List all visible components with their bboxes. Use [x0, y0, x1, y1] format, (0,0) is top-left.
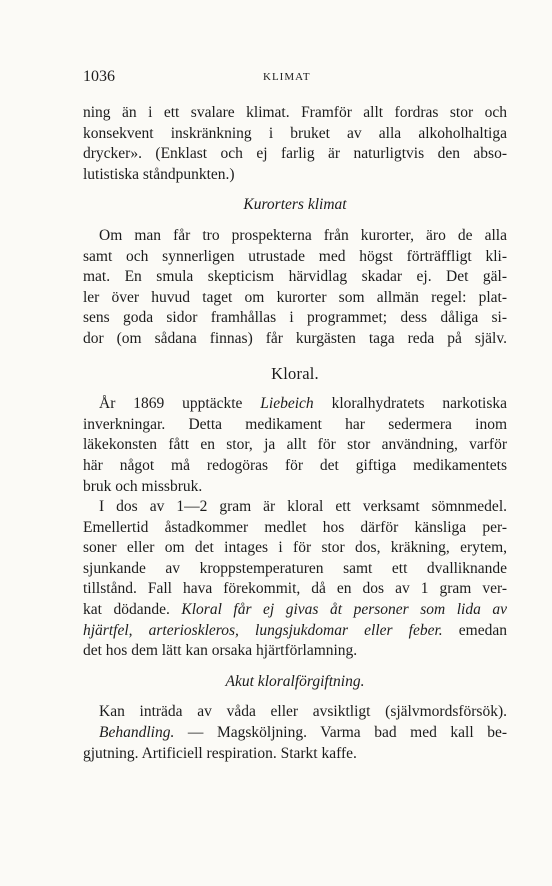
text-line [83, 600, 507, 621]
text-fragment: emedan [458, 621, 507, 639]
text-line [83, 723, 507, 744]
text-line: inverkningar. Detta medikament har sedermera inom [83, 415, 507, 433]
text-line [83, 621, 507, 642]
text-fragment-italic: Behandling. [99, 724, 175, 742]
text-line: konsekvent inskränkning i bruket av alla alkoholhaltiga [83, 124, 507, 142]
text-line: ler över huvud taget om kurorter som allmän regel: plat- [83, 288, 507, 306]
text-line: sens goda sidor framhållas i programmet; dess dåliga si- [83, 309, 507, 327]
page-number: 1036 [83, 68, 115, 85]
page-body [83, 103, 507, 764]
text-line: lutistiska ståndpunkten.) [83, 165, 235, 183]
text-line: Kan inträda av våda eller avsiktligt (självmordsförsök). [99, 703, 507, 721]
section-heading-kloral: Kloral. [271, 363, 319, 383]
text-line: soner eller om det intages i för stor dos, kräkning, erytem, [83, 539, 507, 557]
text-line: här något må redogöras för det giftiga medikamentets [83, 456, 507, 474]
text-line: bruk och missbruk. [83, 477, 203, 495]
text-fragment-italic: Kloral får ej givas åt personer som lida av [181, 601, 507, 619]
text-fragment: År 1869 upptäckte Liebeich kloralhydratets narkotiska [99, 395, 507, 413]
text-line [83, 394, 507, 415]
section-heading-kurorters-klimat: Kurorters klimat [243, 196, 347, 214]
text-fragment-italic: hjärtfel, arterioskleros, lungsjukdomar eller feber. [83, 621, 443, 639]
text-line: det hos dem lätt kan orsaka hjärtförlamning. [83, 642, 358, 660]
text-line: Emellertid åstadkommer medlet hos därför känsliga per- [83, 518, 507, 536]
text-line: mat. En smula skepticism härvidlag skadar ej. Det gäl- [83, 268, 507, 286]
text-line: dor (om sådana finnas) får kurgästen taga reda på själv. [83, 329, 507, 347]
text-line: samt och synnerligen utrustade med högst förträffligt kli- [83, 247, 507, 265]
text-line: I dos av 1—2 gram är kloral ett verksamt sömnmedel. [99, 498, 507, 516]
text-line: Om man får tro prospekterna från kurorter, äro de alla [99, 226, 507, 244]
page-header [83, 68, 513, 88]
text-fragment: — Magsköljning. Varma bad med kall be- [187, 724, 508, 742]
author-name: Liebeich [260, 395, 314, 413]
section-heading-akut-kloralforgiftning: Akut kloralförgiftning. [225, 672, 365, 690]
text-line: drycker». (Enklast och ej farlig är naturligtvis den abso- [83, 145, 507, 163]
text-line: sjunkande av kroppstemperaturen samt ett dvalliknande [83, 559, 507, 577]
text-line: läkekonsten fått en stor, ja allt för stor användning, varför [83, 436, 507, 454]
text-line: gjutning. Artificiell respiration. Starkt kaffe. [83, 744, 357, 762]
text-line: tillstånd. Fall hava förekommit, då en dos av 1 gram ver- [83, 580, 507, 598]
running-head: KLIMAT [263, 71, 311, 83]
text-fragment: kat dödande. [83, 601, 170, 619]
text-line: ning än i ett svalare klimat. Framför allt fordras stor och [83, 104, 507, 121]
